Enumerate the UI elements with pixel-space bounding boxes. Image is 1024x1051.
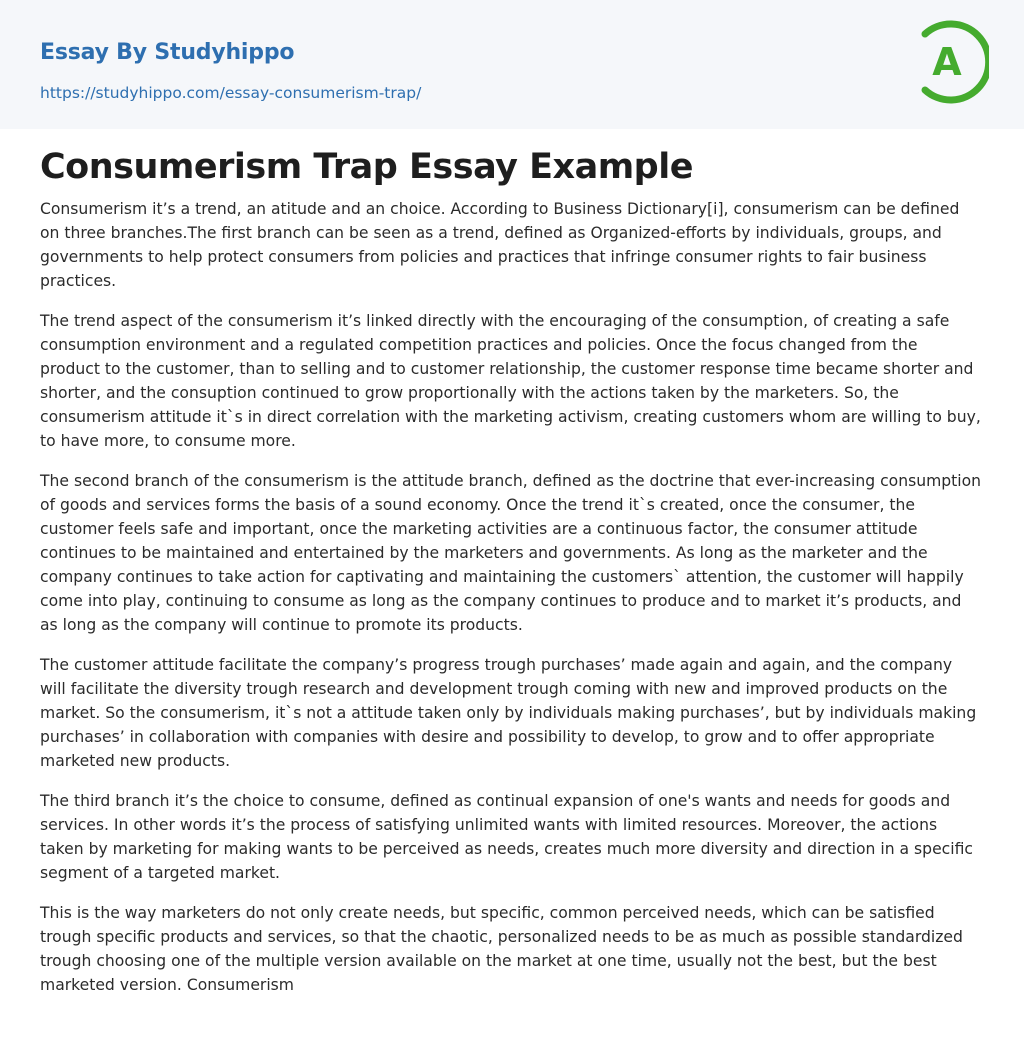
essay-paragraph: The customer attitude facilitate the company’s progress trough purchases’ made again and again, and the company will facilitate the diversity trough research and development trough coming with new and improved products on the market. So the consumerism, it`s not a attitude taken only by individuals making purchases’, but by individuals making purchases’ in collaboration with companies with desire and possibility to develop, to grow and to offer appropriate marketed new products. [40, 656, 977, 770]
essay-paragraph: The trend aspect of the consumerism it’s linked directly with the encouraging of the consumption, of creating a safe consumption environment and a regulated competition practices and policies. Once the focus changed from the product to the customer, than to selling and to customer relationship, the customer response time became shorter and shorter, and the consuption continued to grow proportionally with the actions taken by the marketers. So, the consumerism attitude it`s in direct correlation with the marketing activism, creating customers whom are willing to buy, to have more, to consume more. [40, 312, 981, 450]
essay-paragraph: The second branch of the consumerism is the attitude branch, defined as the doctrine that ever-increasing consumption of goods and services forms the basis of a sound economy. Once the trend it`s created, once the consumer, the customer feels safe and important, once the marketing activities are a continuous factor, the consumer attitude continues to be maintained and entertained by the marketers and governments. As long as the marketer and the company continues to take action for captivating and maintaining the customers` attention, the customer will happily come into play, continuing to consume as long as the company continues to produce and to market it’s products, and as long as the company will continue to promote its products. [40, 472, 982, 634]
source-url-link[interactable]: https://studyhippo.com/essay-consumerism-trap/ [40, 84, 422, 102]
essay-paragraph: Consumerism it’s a trend, an atitude and an choice. According to Business Dictionary[i], consumerism can be defined on three branches.The first branch can be seen as a trend, defined as Organized-efforts by individuals, groups, and governments to help protect consumers from policies and practices that infringe consumer rights to fair business practices. [40, 200, 960, 290]
logo-letter: A [932, 40, 962, 84]
essay-paragraph: The third branch it’s the choice to consume, defined as continual expansion of one's wants and needs for goods and services. In other words it’s the process of satisfying unlimited wants with limited resources. Moreover, the actions taken by marketing for making wants to be perceived as needs, creates much more diversity and direction in a specific segment of a targeted market. [40, 792, 973, 882]
page-header [0, 0, 1024, 129]
essay-content [40, 144, 982, 1013]
page-title: Consumerism Trap Essay Example [40, 147, 693, 187]
site-title: Essay By Studyhippo [40, 40, 295, 65]
site-logo[interactable] [905, 18, 989, 106]
essay-paragraph: This is the way marketers do not only create needs, but specific, common perceived needs, which can be satisfied trough specific products and services, so that the chaotic, personalized needs to be as much as possible standardized trough choosing one of the multiple version available on the market at one time, usually not the best, but the best marketed version. Consumerism [40, 904, 963, 994]
